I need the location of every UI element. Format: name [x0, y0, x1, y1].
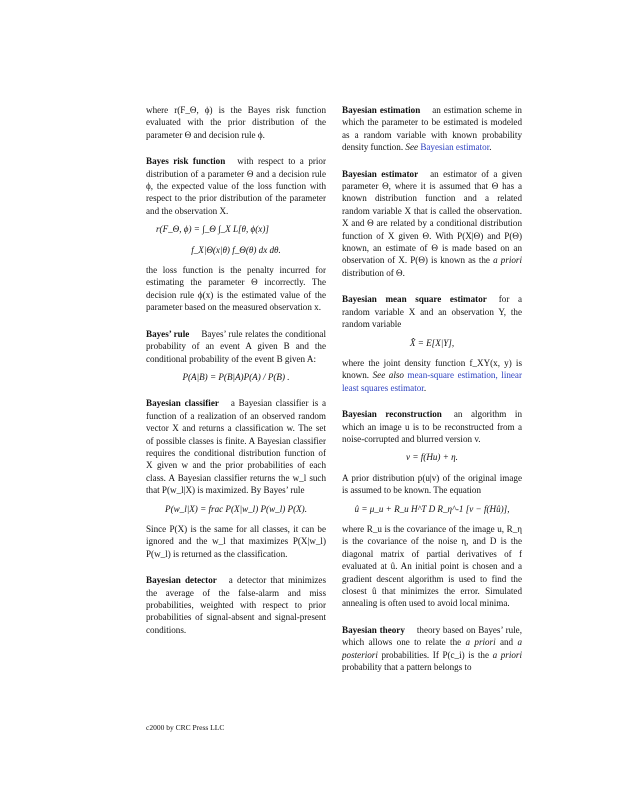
definition-text: an algorithm in which an image u is to be reconstructed from a noise-corrupted and blurred version v. [342, 409, 522, 444]
definition-continuation: where the joint density function f_XY(x, y) is known. [342, 357, 522, 381]
term-heading: Bayesian reconstruction [342, 409, 442, 420]
entry-bayesian-estimator [342, 168, 522, 280]
right-column [342, 104, 522, 687]
and-word: and [499, 637, 514, 648]
definition-text: an estimator of a given parameter Θ, where it is assumed that Θ has a known distribution function and a related random variable X that is called the observation. X and Θ are related by a conditional distribution function of X given Θ. With P(X|Θ) and P(Θ) known, an estimate of Θ is made based on an observation of X. P(Θ) is known as the [342, 168, 522, 266]
see-also-label: See also [372, 370, 404, 381]
definition-continuation: where R_u is the covariance of the image u, R_η is the covariance of the noise η, and D is the diagonal matrix of partial derivatives of f evaluated at û. An initial point is chosen and a gradient descent algorithm is used to find the closest û that minimizes the error. Simulated annealing is often used to avoid local minima. [342, 523, 522, 609]
period: . [489, 142, 492, 153]
definition-text-3: probability that a pattern belongs to [342, 662, 472, 673]
period: . [423, 382, 427, 393]
equation: P(A|B) = P(B|A)P(A) / P(B) . [182, 371, 290, 382]
equation-line-2: f_X|Θ(x|θ) f_Θ(θ) dx dθ. [191, 244, 281, 255]
definition-text: with respect to a prior distribution of a parameter Θ and a decision rule ϕ, the expected value of the loss function with respect to the prior distribution of the parameter and the observation X. [146, 156, 327, 216]
definition-text-2: probabilities. If P(c_i) is the [381, 649, 490, 660]
entry-bayesian-detector [146, 574, 326, 636]
definition-end: distribution of Θ. [342, 267, 405, 278]
a-priori-italic-2: a priori [492, 649, 522, 660]
link-bayesian-estimator[interactable]: Bayesian estimator [420, 142, 490, 153]
definition-continuation: the loss function is the penalty incurred for estimating the parameter Θ incorrectly. The decision rule ϕ(x) is the estimated value of the parameter based on the measured observation x. [146, 265, 326, 313]
see-label: See [405, 142, 419, 153]
equation-2: û = μ_u + R_u H^T D R_η^-1 [v − f(Hû)], [354, 503, 510, 514]
definition-text-1: theory based on Bayes’ rule, which allows one to relate the [342, 624, 522, 648]
definition-text: a Bayesian classifier is a function of a realization of an observed random vector X and returns a classification w. The set of possible classes is finite. A Bayesian classifier requires the conditional distribution function of X given w and the prior probabilities of each class. A Bayesian classifier returns the w_l such that P(w_l|X) is maximized. By Bayes’ rule [146, 398, 326, 496]
definition-text: a detector that minimizes the average of the false-alarm and miss probabilities, weighted with respect to prior probabilities of signal-absent and signal-present conditions. [146, 575, 326, 635]
copyright-footer: c2000 by CRC Press LLC [146, 723, 225, 732]
term-heading: Bayesian mean square estimator [342, 294, 487, 305]
a-posteriori-italic: a posteriori [342, 637, 522, 660]
definition-text: Bayes’ rule relates the conditional probability of an event A given B and the conditional probability of the event B given A: [146, 328, 326, 364]
term-heading: Bayesian classifier [146, 398, 219, 409]
entry-bayesian-mean-square-estimator [342, 293, 522, 394]
term-heading: Bayes’ rule [146, 328, 190, 339]
intro-paragraph: where r(F_Θ, ϕ) is the Bayes risk function evaluated with the prior distribution of the parameter Θ and decision rule ϕ. [146, 105, 326, 140]
entry-bayesian-classifier [146, 397, 326, 560]
definition-continuation: Since P(X) is the same for all classes, it can be ignored and the w_l that maximizes P(X|w_l) P(w_l) is returned as the classification. [146, 523, 326, 559]
term-heading: Bayesian theory [342, 624, 405, 635]
equation-1: v = f(Hu) + η. [406, 452, 458, 463]
a-priori-italic: a priori [465, 637, 496, 648]
entry-bayesian-reconstruction [342, 408, 522, 610]
equation: X̂ = E[X|Y], [409, 337, 455, 348]
definition-text: an estimation scheme in which the parameter to be estimated is modeled as a random variable with known probability density function. [342, 105, 522, 153]
link-mean-square-estimation[interactable]: mean-square estimation, linear least squares estimator [342, 370, 522, 393]
definition-middle: A prior distribution p(u|v) of the original image is assumed to be known. The equation [342, 472, 522, 496]
equation: P(w_l|X) = frac P(X|w_l) P(w_l) P(X). [165, 503, 307, 514]
equation-line-1: r(F_Θ, ϕ) = ∫_Θ ∫_X L[θ, ϕ(x)] [156, 224, 269, 235]
entry-bayesian-theory [342, 624, 522, 674]
term-heading: Bayesian estimator [342, 168, 419, 179]
left-column [146, 104, 326, 650]
entry-bayes-risk-function [146, 155, 326, 313]
term-heading: Bayesian estimation [342, 105, 421, 115]
entry-bayesian-estimation [342, 104, 522, 154]
term-heading: Bayesian detector [146, 575, 217, 586]
entry-bayes-rule [146, 328, 326, 384]
a-priori-italic: a priori [493, 255, 522, 266]
definition-text: for a random variable X and an observation Y, the random variable [342, 294, 522, 330]
term-heading: Bayes risk function [146, 156, 226, 167]
